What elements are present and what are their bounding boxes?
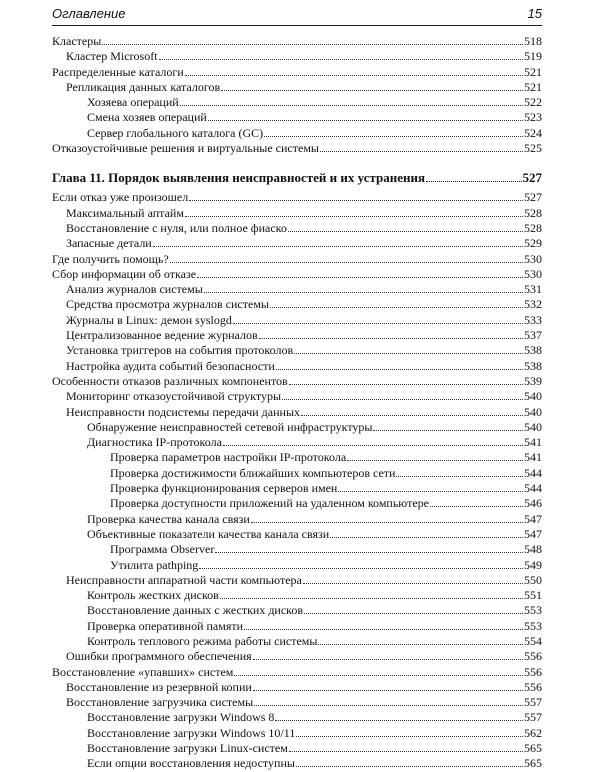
toc-entry [52, 95, 542, 110]
dot-leader [234, 665, 523, 676]
toc-entry-page: 562 [524, 725, 542, 740]
toc-entry-page: 527 [524, 190, 542, 205]
dot-leader [204, 282, 523, 293]
dot-leader [185, 206, 523, 217]
toc-entry-page: 553 [524, 603, 542, 618]
dot-leader [301, 405, 523, 416]
toc-entry-page: 524 [524, 125, 542, 140]
toc-entry-title: Анализ журналов системы [66, 282, 203, 297]
toc-entry-title: Неисправности аппаратной части компьютера [66, 572, 302, 587]
toc-entry-title: Централизованное ведение журналов [66, 328, 258, 343]
toc-entry-page: 533 [524, 312, 542, 327]
toc-entry-page: 531 [524, 282, 542, 297]
dot-leader [347, 450, 523, 461]
toc-entry [52, 481, 542, 496]
toc-entry-page: 540 [524, 389, 542, 404]
toc-entry [52, 649, 542, 664]
toc-entry-page: 528 [524, 205, 542, 220]
toc-entry [52, 710, 542, 725]
toc-entry-page: 556 [524, 679, 542, 694]
toc-entry-page: 565 [524, 756, 542, 771]
toc-entry [52, 49, 542, 64]
dot-leader [294, 343, 523, 354]
toc-entry [52, 665, 542, 680]
dot-leader [254, 695, 523, 706]
dot-leader [304, 603, 523, 614]
dot-leader [318, 634, 523, 645]
toc-entry-page: 565 [524, 741, 542, 756]
toc-entry-title: Запасные детали [66, 236, 152, 251]
toc-entry [52, 267, 542, 282]
toc-entry [52, 206, 542, 221]
toc-entry-page: 525 [524, 141, 542, 156]
toc-entry [52, 374, 542, 389]
toc-entry-title: Неисправности подсистемы передачи данных [66, 404, 301, 419]
toc-entry [52, 435, 542, 450]
toc-entry-title: Если отказ уже произошел [52, 190, 189, 205]
table-of-contents [52, 34, 542, 772]
toc-entry [52, 126, 542, 141]
dot-leader [426, 171, 521, 182]
dot-leader [264, 126, 523, 137]
dot-leader [430, 496, 523, 507]
toc-entry [52, 65, 542, 80]
toc-entry-page: 528 [524, 220, 542, 235]
toc-entry [52, 466, 542, 481]
toc-entry [52, 110, 542, 125]
toc-entry-title: Ошибки программного обеспечения [66, 649, 252, 664]
toc-entry-title: Восстановление загрузки Windows 8 [87, 710, 275, 725]
toc-entry [52, 343, 542, 358]
toc-entry-page: 544 [524, 481, 542, 496]
dot-leader [296, 726, 523, 737]
toc-entry [52, 141, 542, 156]
toc-entry [52, 221, 542, 236]
toc-entry-page: 530 [524, 251, 542, 266]
dot-leader [102, 34, 523, 45]
toc-entry-title: Хозяева операций [87, 95, 179, 110]
toc-entry [52, 405, 542, 420]
dot-leader [289, 741, 523, 752]
dot-leader [185, 65, 523, 76]
toc-entry [52, 80, 542, 95]
toc-entry-page: 523 [524, 110, 542, 125]
page-header [52, 4, 542, 24]
toc-entry-page: 538 [524, 358, 542, 373]
toc-entry-title: Кластер Microsoft [66, 49, 158, 64]
dot-leader [233, 313, 523, 324]
dot-leader [220, 588, 523, 599]
dot-leader [303, 573, 523, 584]
toc-entry-page: 541 [524, 450, 542, 465]
toc-entry [52, 619, 542, 634]
dot-leader [259, 328, 523, 339]
toc-entry-title: Мониторинг отказоустойчивой структуры [66, 389, 282, 404]
dot-leader [251, 512, 523, 523]
toc-entry [52, 236, 542, 251]
toc-entry-title: Особенности отказов различных компонентов [52, 373, 288, 388]
toc-entry [52, 496, 542, 511]
toc-entry-title: Программа Observer [110, 542, 215, 557]
toc-entry-page: 553 [524, 618, 542, 633]
toc-entry-page: 522 [524, 95, 542, 110]
toc-entry [52, 603, 542, 618]
toc-entry [52, 542, 542, 557]
toc-entry-title: Проверка доступности приложений на удаленном компьютере [110, 496, 430, 511]
toc-entry-title: Обнаружение неисправностей сетевой инфраструктуры [87, 419, 373, 434]
dot-leader [338, 481, 523, 492]
toc-entry [52, 695, 542, 710]
dot-leader [153, 236, 523, 247]
dot-leader [159, 49, 523, 60]
toc-entry-title: Проверка оперативной памяти [87, 618, 244, 633]
toc-entry [52, 190, 542, 205]
dot-leader [276, 359, 523, 370]
toc-entry-title: Глава 11. Порядок выявления неисправностей и их устранения [52, 170, 426, 186]
toc-entry [52, 420, 542, 435]
toc-entry-title: Сервер глобального каталога (GC) [87, 125, 264, 140]
toc-entry [52, 34, 542, 49]
toc-entry-page: 546 [524, 496, 542, 511]
dot-leader [208, 110, 523, 121]
toc-entry-title: Репликация данных каталогов [66, 79, 221, 94]
toc-entry [52, 313, 542, 328]
toc-entry [52, 741, 542, 756]
toc-entry-title: Отказоустойчивые решения и виртуальные системы [52, 141, 319, 156]
toc-entry-title: Средства просмотра журналов системы [66, 297, 269, 312]
toc-entry-title: Восстановление «упавших» систем [52, 664, 234, 679]
dot-leader [289, 374, 523, 385]
dot-leader [373, 420, 523, 431]
toc-entry-page: 521 [524, 79, 542, 94]
toc-entry-title: Восстановление загрузки Windows 10/11 [87, 725, 296, 740]
toc-entry [52, 726, 542, 741]
toc-entry-page: 557 [524, 695, 542, 710]
toc-entry [52, 328, 542, 343]
toc-entry-title: Проверка параметров настройки IP-протокола [110, 450, 347, 465]
toc-entry-page: 539 [524, 373, 542, 388]
toc-entry [52, 512, 542, 527]
toc-entry-page: 550 [524, 572, 542, 587]
toc-entry-page: 544 [524, 465, 542, 480]
toc-entry [52, 527, 542, 542]
toc-entry-title: Если опции восстановления недоступны [87, 756, 295, 771]
dot-leader [170, 252, 523, 263]
toc-entry-page: 549 [524, 557, 542, 572]
dot-leader [282, 389, 523, 400]
dot-leader [275, 710, 523, 721]
toc-entry [52, 680, 542, 695]
dot-leader [199, 558, 523, 569]
toc-entry-title: Установка триггеров на события протоколов [66, 343, 294, 358]
toc-entry-page: 540 [524, 419, 542, 434]
toc-entry-page: 527 [522, 170, 542, 186]
toc-entry [52, 588, 542, 603]
toc-entry-page: 537 [524, 328, 542, 343]
toc-entry-title: Максимальный аптайм [66, 205, 184, 220]
toc-entry-page: 557 [524, 710, 542, 725]
toc-entry-title: Настройка аудита событий безопасности [66, 358, 275, 373]
toc-entry [52, 297, 542, 312]
toc-entry-title: Проверка функционирования серверов имен [110, 481, 338, 496]
dot-leader [320, 141, 523, 152]
toc-entry-title: Восстановление данных с жестких дисков [87, 603, 304, 618]
toc-entry-page: 519 [524, 49, 542, 64]
dot-leader [197, 267, 523, 278]
dot-leader [296, 756, 523, 767]
dot-leader [253, 680, 523, 691]
dot-leader [215, 542, 523, 553]
dot-leader [244, 619, 523, 630]
toc-entry [52, 252, 542, 267]
toc-entry-page: 556 [524, 649, 542, 664]
toc-entry-page: 554 [524, 633, 542, 648]
toc-entry-title: Контроль жестких дисков [87, 588, 219, 603]
toc-entry-page: 529 [524, 236, 542, 251]
toc-entry [52, 634, 542, 649]
toc-entry [52, 359, 542, 374]
toc-entry-title: Сбор информации об отказе [52, 266, 197, 281]
chapter-heading [52, 168, 542, 188]
toc-entry-title: Восстановление загрузчика системы [66, 695, 254, 710]
toc-entry-page: 541 [524, 435, 542, 450]
toc-entry [52, 389, 542, 404]
dot-leader [180, 95, 523, 106]
toc-entry-title: Утилита pathping [110, 557, 199, 572]
dot-leader [330, 527, 523, 538]
toc-entry-page: 518 [524, 34, 542, 48]
toc-entry-title: Объективные показатели качества канала связи [87, 526, 330, 541]
toc-entry-title: Контроль теплового режима работы системы [87, 633, 318, 648]
dot-leader [223, 435, 523, 446]
toc-entry [52, 282, 542, 297]
toc-entry [52, 756, 542, 771]
dot-leader [253, 649, 523, 660]
toc-entry-title: Восстановление с нуля, или полное фиаско [66, 220, 287, 235]
dot-leader [288, 221, 523, 232]
toc-entry-title: Кластеры [52, 34, 102, 48]
toc-entry-title: Проверка качества канала связи [87, 511, 250, 526]
toc-entry-page: 530 [524, 266, 542, 281]
toc-entry-title: Диагностика IP-протокола [87, 435, 222, 450]
dot-leader [270, 297, 523, 308]
toc-entry-title: Где получить помощь? [52, 251, 169, 266]
toc-entry-page: 551 [524, 588, 542, 603]
toc-entry-page: 548 [524, 542, 542, 557]
toc-entry-title: Восстановление загрузки Linux-систем [87, 741, 288, 756]
toc-entry-page: 556 [524, 664, 542, 679]
toc-entry-page: 538 [524, 343, 542, 358]
dot-leader [189, 190, 523, 201]
toc-entry-page: 547 [524, 511, 542, 526]
running-title: Оглавление [52, 6, 126, 21]
toc-entry [52, 573, 542, 588]
toc-entry-page: 540 [524, 404, 542, 419]
toc-entry-title: Восстановление из резервной копии [66, 679, 252, 694]
toc-entry-page: 521 [524, 64, 542, 79]
toc-entry-page: 547 [524, 526, 542, 541]
toc-entry-page: 532 [524, 297, 542, 312]
header-rule [52, 25, 542, 26]
page-number: 15 [527, 6, 542, 21]
toc-entry [52, 450, 542, 465]
toc-entry-title: Распределенные каталоги [52, 64, 184, 79]
toc-entry-title: Проверка достижимости ближайших компьютеров сети [110, 465, 396, 480]
toc-entry-title: Смена хозяев операций [87, 110, 207, 125]
dot-leader [221, 80, 523, 91]
toc-entry [52, 558, 542, 573]
toc-entry-title: Журналы в Linux: демон syslogd [66, 312, 232, 327]
dot-leader [396, 466, 523, 477]
